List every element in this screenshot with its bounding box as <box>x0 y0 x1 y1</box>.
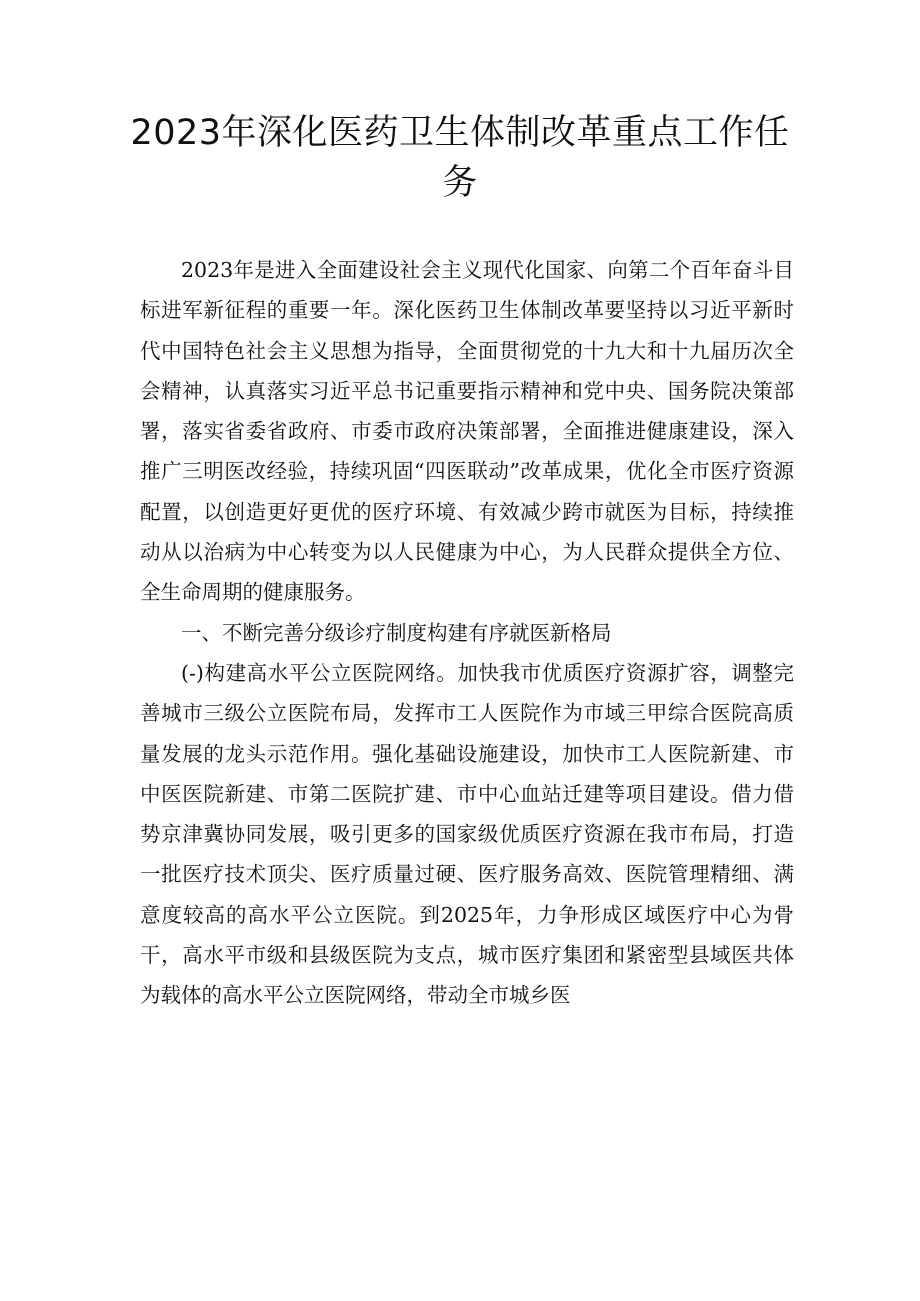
section-1-item-1-paragraph: (-)构建高水平公立医院网络。加快我市优质医疗资源扩容，调整完善城市三级公立医院布局，发挥市工人医院作为市域三甲综合医院高质量发展的龙头示范作用。强化基础设施建设，加快市工人医院新建、市中医医院新建、市第二医院扩建、市中心血站迁建等项目建设。借力借势京津冀协同发展，吸引更多的国家级优质医疗资源在我市布局，打造一批医疗技术顶尖、医疗质量过硬、医疗服务高效、医院管理精细、满意度较高的高水平公立医院。到2025年，力争形成区域医疗中心为骨干，高水平市级和县级医院为支点，城市医疗集团和紧密型县域医共体为载体的高水平公立医院网络，带动全市城乡医 <box>140 660 794 1008</box>
section-heading-1: 一、不断完善分级诊疗制度构建有序就医新格局 <box>181 620 612 645</box>
document-body <box>140 250 794 1016</box>
intro-paragraph: 2023年是进入全面建设社会主义现代化国家、向第二个百年奋斗目标进军新征程的重要一年。深化医药卫生体制改革要坚持以习近平新时代中国特色社会主义思想为指导，全面贯彻党的十九大和十九届历次全会精神，认真落实习近平总书记重要指示精神和党中央、国务院决策部署，落实省委省政府、市委市政府决策部署，全面推进健康建设，深入推广三明医改经验，持续巩固“四医联动”改革成果，优化全市医疗资源配置，以创造更好更优的医疗环境、有效减少跨市就医为目标，持续推动从以治病为中心转变为以人民健康为中心，为人民群众提供全方位、全生命周期的健康服务。 <box>140 258 794 605</box>
page-title: 2023年深化医药卫生体制改革重点工作任务 <box>130 113 790 203</box>
